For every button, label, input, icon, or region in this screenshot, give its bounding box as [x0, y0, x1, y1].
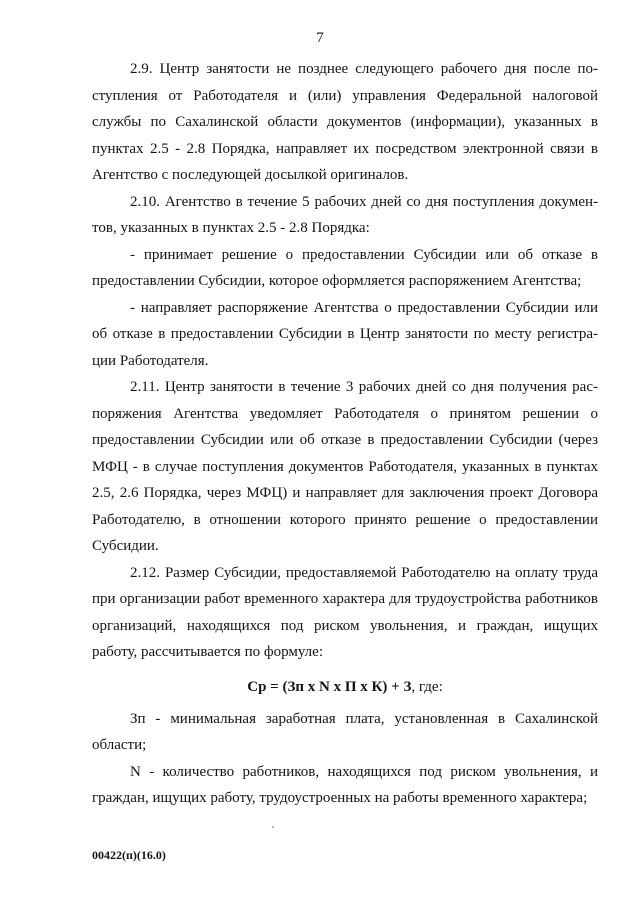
page-number: 7	[316, 30, 324, 46]
list-item-decision: - принимает решение о предоставлении Субсидии или об отказе в предоставлении Субсидии, которое оформляется распоряжением Агентства;	[92, 246, 598, 289]
paragraph-2-9: 2.9. Центр занятости не позднее следующего рабочего дня после поступления от Работодателя и (или) управления Федеральной налоговой службы по Сахалинской области документов (информации), указанных в пунктах 2.5 - 2.8 Порядка, направляет их посредством электронной связи в Агентство с последующей досылкой оригиналов.	[92, 61, 598, 183]
scan-speck	[272, 826, 274, 828]
paragraph-2-10: 2.10. Агентство в течение 5 рабочих дней со дня поступления документов, указанных в пунктах 2.5 - 2.8 Порядка:	[92, 193, 598, 236]
paragraph-2-11: 2.11. Центр занятости в течение 3 рабочих дней со дня получения распоряжения Агентства уведомляет Работодателя о принятом решении о предоставлении Субсидии или об отказе в предоставлении Субсидии (через МФЦ - в случае поступления документов Работодателя, указанных в пунктах 2.5, 2.6 Порядка, через МФЦ) и направляет для заключения проект Договора Работодателю, в отношении которого принято решение о предоставлении Субсидии.	[92, 379, 598, 554]
subsidy-formula	[92, 672, 598, 702]
formula-suffix: , где:	[411, 678, 443, 695]
definition-n: N - количество работников, находящихся под риском увольнения, и граждан, ищущих работу, трудоустроенных на работы временного характера;	[92, 763, 598, 806]
document-code: 00422(п)(16.0)	[92, 848, 166, 862]
list-item-send-order: - направляет распоряжение Агентства о предоставлении Субсидии или об отказе в предоставлении Субсидии в Центр занятости по месту регистрации Работодателя.	[92, 299, 598, 369]
paragraph-2-12: 2.12. Размер Субсидии, предоставляемой Работодателю на оплату труда при организации работ временного характера для трудоустройства работников организаций, находящихся под риском увольнения, и граждан, ищущих работу, рассчитывается по формуле:	[92, 564, 598, 660]
document-body	[92, 56, 598, 812]
formula-expression: Ср = (Зп x N x П x К) + З	[247, 678, 412, 695]
definition-zp: Зп - минимальная заработная плата, установленная в Сахалинской области;	[92, 710, 598, 753]
